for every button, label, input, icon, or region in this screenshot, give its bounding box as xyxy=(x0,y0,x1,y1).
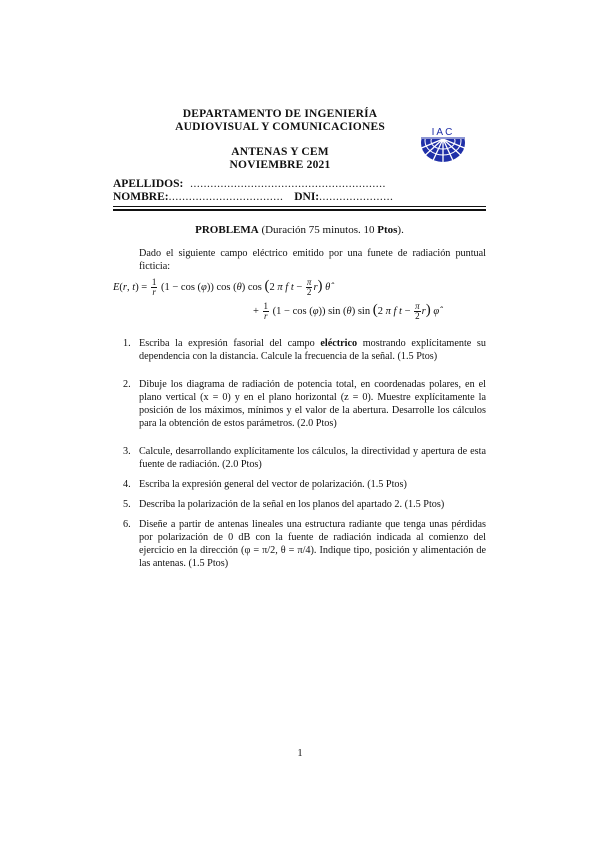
problem-label: PROBLEMA xyxy=(195,224,259,236)
rule-thin xyxy=(113,206,486,207)
item-text: Dibuje los diagrama de radiación de potencia total, en coordenadas polares, en el plano vertical (x = 0) y en el plano horizontal (z = 0). Muestre explícitamente la posición de los máximos, mínimos y el valor de la abertura. Desarrolle los cálculos para la obtención de estos parámetros. (2.0 Ptos) xyxy=(139,379,486,429)
dni-label: DNI: xyxy=(294,191,320,203)
department-line-2: AUDIOVISUAL Y COMUNICACIONES xyxy=(175,120,385,133)
equation-line-1: E(r, t) = $\frac{1}{r}$ (1 − cos (φ)) cos (θ) cos (2 π f t − $\frac{\pi}{2}$ r) θ̂ xyxy=(113,277,331,298)
item-number: 1. xyxy=(123,338,131,349)
equation-line-2: + $\frac{1}{r}$ (1 − cos (φ)) sin (θ) sin (2 π f t − $\frac{\pi}{2}$ r) φ̂ xyxy=(253,301,440,322)
nombre-dots: .................................. xyxy=(168,191,284,203)
item-number: 6. xyxy=(123,519,131,530)
item-number: 2. xyxy=(123,379,131,390)
item-number: 5. xyxy=(123,499,131,510)
iac-logo-icon xyxy=(417,125,469,165)
list-item-5 xyxy=(123,498,486,511)
item-number: 3. xyxy=(123,446,131,457)
department-header xyxy=(130,108,430,133)
page-number: 1 xyxy=(297,748,303,759)
intro-paragraph: Dado el siguiente campo eléctrico emitido por una funete de radiación puntual ficticia: xyxy=(139,248,486,272)
apellidos-field[interactable] xyxy=(113,178,486,190)
problem-duration: (Duración 75 minutos. 10 xyxy=(258,224,378,236)
item-number: 4. xyxy=(123,479,131,490)
item-bold-text: eléctrico xyxy=(320,338,358,349)
apellidos-label: APELLIDOS: xyxy=(113,178,184,190)
list-item-2 xyxy=(123,378,486,430)
item-text: Diseñe a partir de antenas lineales una estructura radiante que tenga unas pérdidas por polarización de 0 dB con la fuente de radiación indicada al comienzo del ejercicio en la dirección (φ = π/2, θ = π/4). Indique tipo, posición y alimentación de las antenas. (1.5 Ptos) xyxy=(139,519,486,569)
logo-text: IAC xyxy=(431,127,455,138)
exam-date: NOVIEMBRE 2021 xyxy=(229,158,331,171)
item-text: Escriba la expresión fasorial del campo xyxy=(139,338,321,349)
list-item-1 xyxy=(123,337,486,363)
item-text: Escriba la expresión general del vector de polarización. (1.5 Ptos) xyxy=(139,479,407,490)
item-text: Calcule, desarrollando explícitamente los cálculos, la directividad y apertura de esta fuente de radiación. (2.0 Ptos) xyxy=(139,446,486,470)
nombre-label: NOMBRE: xyxy=(113,191,169,203)
nombre-dni-field[interactable] xyxy=(113,191,486,203)
problem-ptos: Ptos xyxy=(377,224,398,236)
dni-dots: ...................... xyxy=(319,191,394,203)
rule-thick xyxy=(113,209,486,211)
item-text: Describa la polarización de la señal en los planos del apartado 2. (1.5 Ptos) xyxy=(139,499,445,510)
apellidos-dots: .......................................................... xyxy=(190,178,386,190)
list-item-3 xyxy=(123,445,486,471)
course-title: ANTENAS Y CEM xyxy=(231,146,329,158)
item-text: mostrando explícitamente su dependencia con la distancia. Calcule la frecuencia de la señal. (1.5 Ptos) xyxy=(139,338,486,362)
problem-suffix: ). xyxy=(397,224,404,236)
list-item-6 xyxy=(123,518,486,570)
problem-title xyxy=(113,224,486,236)
list-item-4 xyxy=(123,478,486,491)
department-line-1: DEPARTAMENTO DE INGENIERÍA xyxy=(182,108,378,120)
course-header xyxy=(130,146,430,171)
